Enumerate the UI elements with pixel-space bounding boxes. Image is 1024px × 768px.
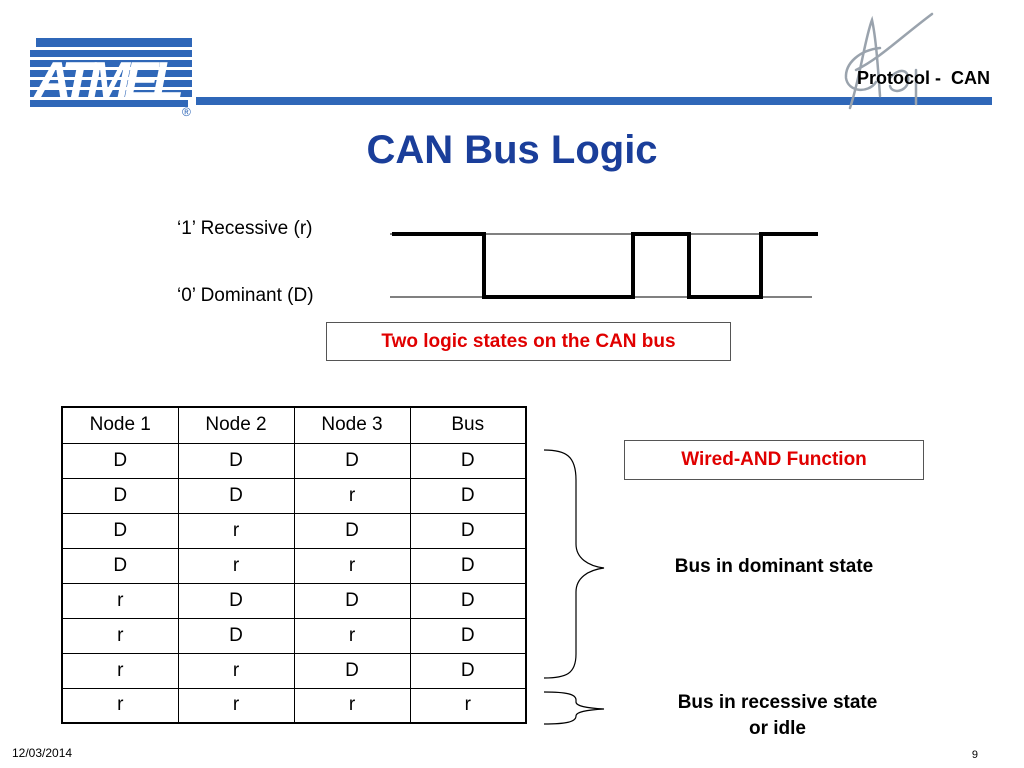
column-header: Node 2: [178, 407, 294, 443]
table-cell: r: [294, 688, 410, 723]
table-cell: D: [410, 618, 526, 653]
table-row: [62, 513, 526, 548]
table-cell: r: [294, 478, 410, 513]
table-cell: D: [294, 443, 410, 478]
slide-title: CAN Bus Logic: [366, 128, 658, 172]
atmel-logo: [30, 36, 202, 118]
table-cell: D: [410, 548, 526, 583]
table-cell: r: [178, 688, 294, 723]
recessive-state-line: or idle: [748, 718, 806, 739]
recessive-state-label: [640, 690, 915, 742]
table-cell: D: [410, 478, 526, 513]
table-row: [62, 443, 526, 478]
table-cell: D: [178, 478, 294, 513]
table-cell: r: [62, 653, 178, 688]
recessive-state-line: Bus in recessive state: [677, 692, 878, 713]
wired-and-label: Wired-AND Function: [624, 440, 924, 480]
table-cell: r: [62, 618, 178, 653]
column-header: Bus: [410, 407, 526, 443]
table-row: [62, 548, 526, 583]
table-cell: D: [294, 583, 410, 618]
table-row: [62, 688, 526, 723]
svg-text:ATMEL: ATMEL: [34, 52, 184, 110]
table-cell: D: [410, 653, 526, 688]
table-cell: r: [410, 688, 526, 723]
table-cell: D: [62, 478, 178, 513]
table-cell: r: [62, 583, 178, 618]
table-cell: D: [62, 443, 178, 478]
table-cell: D: [178, 618, 294, 653]
recessive-level-label: ‘1’ Recessive (r): [177, 218, 313, 239]
table-cell: D: [410, 513, 526, 548]
table-row: [62, 618, 526, 653]
dominant-state-label: Bus in dominant state: [674, 556, 874, 577]
header-subtitle: Protocol - CAN: [857, 68, 990, 88]
table-row: [62, 653, 526, 688]
column-header: Node 1: [62, 407, 178, 443]
recessive-row-brace: [544, 692, 604, 724]
table-cell: r: [178, 513, 294, 548]
column-header: Node 3: [294, 407, 410, 443]
table-cell: D: [62, 548, 178, 583]
table-cell: D: [410, 583, 526, 618]
signal-trace: [392, 234, 818, 297]
table-header-row: [62, 407, 526, 443]
table-cell: D: [178, 443, 294, 478]
table-cell: r: [294, 618, 410, 653]
table-cell: D: [410, 443, 526, 478]
table-cell: D: [62, 513, 178, 548]
table-row: [62, 583, 526, 618]
grouping-braces: [540, 440, 620, 730]
page-number: 9: [971, 749, 978, 761]
dominant-rows-brace: [544, 450, 604, 678]
table-cell: D: [178, 583, 294, 618]
svg-text:®: ®: [182, 105, 191, 118]
table-cell: D: [294, 653, 410, 688]
table-row: [62, 478, 526, 513]
table-cell: r: [62, 688, 178, 723]
footer-date: 12/03/2014: [12, 746, 73, 760]
table-cell: r: [178, 548, 294, 583]
at91-signature-logo: [820, 8, 940, 120]
logic-waveform: [388, 222, 824, 308]
table-cell: r: [178, 653, 294, 688]
wired-and-truth-table: [61, 406, 527, 724]
table-cell: D: [294, 513, 410, 548]
dominant-level-label: ‘0’ Dominant (D): [177, 285, 314, 306]
waveform-caption: Two logic states on the CAN bus: [326, 322, 731, 361]
table-cell: r: [294, 548, 410, 583]
